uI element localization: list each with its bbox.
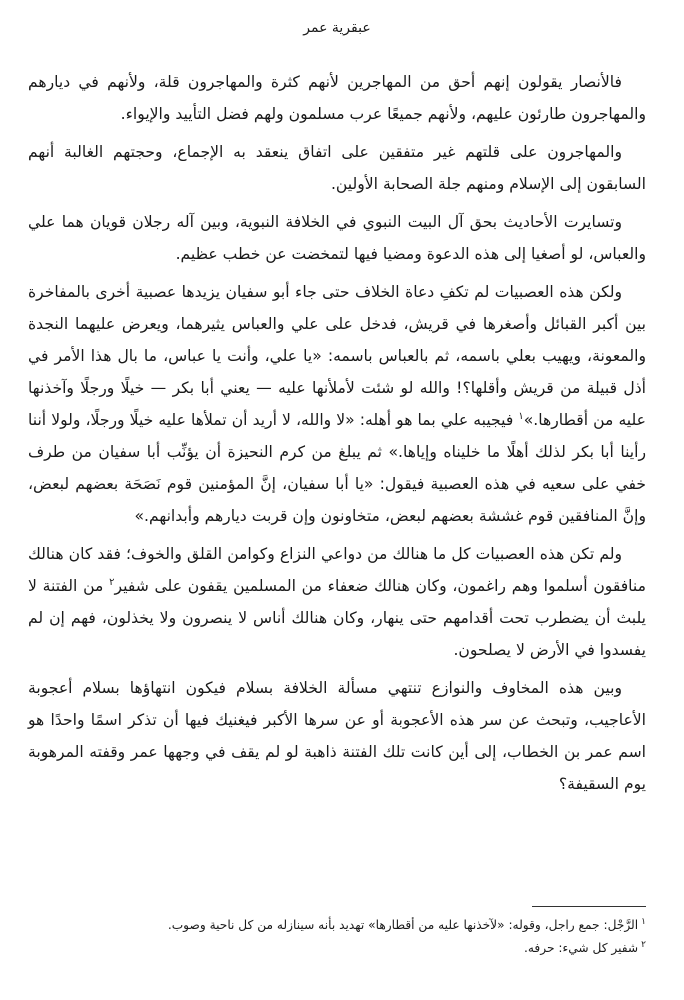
footnote-2: $^٢$شفير كل شيء: حرفه. (524, 939, 646, 955)
paragraph-2: والمهاجرون على قلتهم غير متفقين على اتفاق ينعقد به الإجماع، وحجتهم الغالبة أنهم السابقون إلى الإسلام ومنهم جلة الصحابة الأولين. (28, 143, 646, 193)
paragraph-3: وتسايرت الأحاديث بحق آل البيت النبوي في الخلافة النبوية، وبين آله رجلان قويان هما علي والعباس، لو أصغيا إلى هذه الدعوة ومضيا فيها لتمخضت عن خطب عظيم. (28, 213, 646, 263)
book-page (28, 0, 646, 1000)
footnotes (28, 906, 646, 961)
footnote-number: ١ (641, 916, 646, 927)
running-head: عبقرية عمر (303, 20, 371, 36)
paragraph-1: فالأنصار يقولون إنهم أحق من المهاجرين لأنهم كثرة والمهاجرون قلة، ولأنهم في ديارهم والمهاجرون طارئون عليهم، ولأنهم جميعًا عرب مسلمون ولهم فضل التأييد والإيواء. (28, 73, 646, 123)
footnote-separator (532, 906, 646, 907)
footnote-1: $^١$الرَّجْل: جمع راجل، وقوله: «لآخذنها عليه من أقطارها» تهديد بأنه سينازله من كل ناحية وصوب. (167, 916, 646, 932)
paragraph-5: ولم تكن هذه العصبيات كل ما هنالك من دواعي النزاع وكوامن القلق والخوف؛ فقد كان هنالك منافقون أسلموا وهم راغمون، وكان هنالك ضعفاء من المسلمين يقفون على شفير$^٢$ من الفتنة لا يلبث أن يضطرب تحت أقدامهم حتى ينهار، وكان هنالك أناس لا ينصرون ولا يخذلون، فهم إن لم يفسدوا في الأرض لا يصلحون. (28, 545, 646, 659)
paragraph-6: وبين هذه المخاوف والنوازع تنتهي مسألة الخلافة بسلام فيكون انتهاؤها بسلام أعجوبة الأعاجيب، وتبحث عن سر هذه الأعجوبة أو عن سرها الأكبر فيغنيك فيها أن تذكر اسمًا واحدًا هو اسم عمر بن الخطاب، إلى أين كانت تلك الفتنة ذاهبة لو لم يقف في وجهها عمر وقفته المرهوبة يوم السقيفة؟ (28, 679, 646, 793)
footnote-number: ٢ (641, 939, 646, 950)
body-text (28, 66, 646, 800)
footnote-ref-2[interactable]: ٢ (109, 576, 115, 588)
paragraph-4: ولكن هذه العصبيات لم تكفِ دعاة الخلاف حتى جاء أبو سفيان يزيدها عصبية أخرى بالمفاخرة بين أكبر القبائل وأصغرها في قريش، فدخل على علي والعباس يثيرهما، ويعرض عليهما النجدة والمعونة، ويهيب بعلي باسمه، ثم بالعباس باسمه: «يا علي، وأنت يا عباس، ما بال هذا الأمر في أذل قبيلة من قريش وأقلها؟! والله لو شئت لأملأنها عليه — يعني أبا بكر — خيلًا ورجلًا وآخذنها عليه من أقطارها.»$^١$ فيجيبه علي بما هو أهله: «لا والله، لا أريد أن تملأها عليه خيلًا ورجلًا، ولولا أننا رأينا أبا بكر لذلك أهلًا ما خليناه وإياها.» ثم يبلغ من كرم النحيزة أن يؤنِّب أبا سفيان من طرف خفي على سعيه في هذه العصبية فيقول: «يا أبا سفيان، إنَّ المؤمنين قوم نَصَحَة بعضهم لبعض، وإنَّ المنافقين قوم غششة بعضهم لبعض، متخاونون وإن قربت ديارهم وأبدانهم.» (28, 283, 646, 525)
footnote-ref-1[interactable]: ١ (518, 410, 524, 422)
